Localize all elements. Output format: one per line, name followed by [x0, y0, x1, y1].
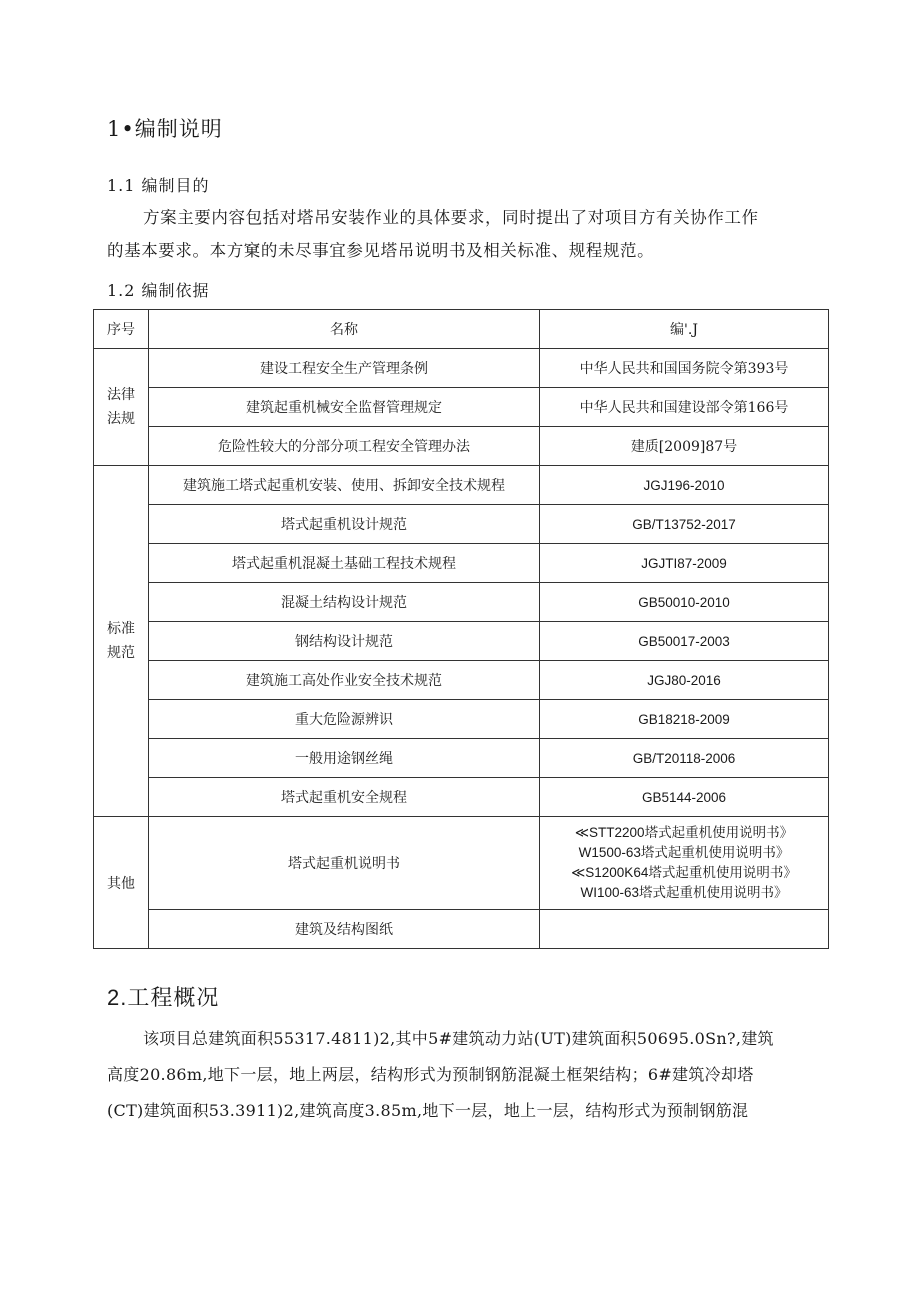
row-code: 中华人民共和国建设部令第166号: [540, 388, 829, 427]
row-name: 建筑施工塔式起重机安装、使用、拆卸安全技术规程: [149, 466, 540, 505]
purpose-line-1: 方案主要内容包括对塔吊安装作业的具体要求，同时提出了对项目方有关协作工作: [143, 208, 759, 227]
row-code: GB/T20118-2006: [540, 739, 829, 778]
row-name: 混凝土结构设计规范: [149, 583, 540, 622]
overview-line-2: 高度20.86m,地下一层，地上两层，结构形式为预制钢筋混凝土框架结构；6#建筑冷却塔: [107, 1065, 754, 1084]
section-1-heading: 1•编制说明: [107, 117, 223, 141]
row-name: 建筑起重机械安全监督管理规定: [149, 388, 540, 427]
row-name: 塔式起重机说明书: [149, 817, 540, 910]
row-name: 钢结构设计规范: [149, 622, 540, 661]
row-code: 建质[2009]87号: [540, 427, 829, 466]
row-code: GB/T13752-2017: [540, 505, 829, 544]
overview-paragraph: [107, 1021, 827, 1129]
subsection-1-2-heading: 1.2 编制依据: [107, 281, 210, 300]
row-name: 塔式起重机混凝土基础工程技术规程: [149, 544, 540, 583]
table-row: [94, 388, 829, 427]
category-cell-other: 其他: [94, 817, 149, 949]
row-name: 一般用途钢丝绳: [149, 739, 540, 778]
row-code: GB5144-2006: [540, 778, 829, 817]
row-name: 危险性较大的分部分项工程安全管理办法: [149, 427, 540, 466]
manual-ref: ≪STT2200塔式起重机使用说明书》: [574, 825, 794, 840]
table-row: [94, 427, 829, 466]
header-name: 名称: [149, 310, 540, 349]
purpose-paragraph: [107, 201, 827, 267]
table-row: [94, 661, 829, 700]
section-2-heading: 2.工程概况: [107, 985, 220, 1010]
table-row: [94, 700, 829, 739]
purpose-line-2: 的基本要求。本方窠的未尽事宜参见塔吊说明书及相关标准、规程规范。: [107, 241, 655, 260]
table-row: [94, 910, 829, 949]
row-name: 建设工程安全生产管理条例: [149, 349, 540, 388]
table-row: [94, 544, 829, 583]
row-name: 塔式起重机设计规范: [149, 505, 540, 544]
table-row: [94, 739, 829, 778]
manual-ref: WI100-63塔式起重机使用说明书》: [580, 885, 788, 900]
row-name: 建筑及结构图纸: [149, 910, 540, 949]
table-row: [94, 622, 829, 661]
basis-table: [93, 309, 829, 949]
row-code-list: [540, 817, 829, 910]
category-cell-standards: 标准 规范: [94, 466, 149, 817]
row-code: JGJ196-2010: [540, 466, 829, 505]
overview-line-1: 该项目总建筑面积55317.4811)2,其中5#建筑动力站(UT)建筑面积50695.0Sn?,建筑: [143, 1029, 774, 1048]
header-code: 编'.J: [540, 310, 829, 349]
manual-ref: ≪S1200K64塔式起重机使用说明书》: [571, 865, 797, 880]
overview-line-3: (CT)建筑面积53.3911)2,建筑高度3.85m,地下一层，地上一层，结构形式为预制钢筋混: [107, 1101, 749, 1120]
table-row: [94, 505, 829, 544]
row-code: GB50017-2003: [540, 622, 829, 661]
row-code: [540, 910, 829, 949]
manual-ref: W1500-63塔式起重机使用说明书》: [578, 845, 790, 860]
table-row: [94, 349, 829, 388]
table-row: [94, 583, 829, 622]
category-cell-law: 法律 法规: [94, 349, 149, 466]
table-row: [94, 466, 829, 505]
header-index: 序号: [94, 310, 149, 349]
table-row: [94, 817, 829, 910]
row-code: GB18218-2009: [540, 700, 829, 739]
table-row: [94, 778, 829, 817]
table-header-row: [94, 310, 829, 349]
row-code: JGJ80-2016: [540, 661, 829, 700]
subsection-1-1-heading: 1.1 编制目的: [107, 176, 210, 195]
row-name: 重大危险源辨识: [149, 700, 540, 739]
row-name: 建筑施工高处作业安全技术规范: [149, 661, 540, 700]
row-name: 塔式起重机安全规程: [149, 778, 540, 817]
row-code: JGJTI87-2009: [540, 544, 829, 583]
row-code: GB50010-2010: [540, 583, 829, 622]
row-code: 中华人民共和国国务院令第393号: [540, 349, 829, 388]
